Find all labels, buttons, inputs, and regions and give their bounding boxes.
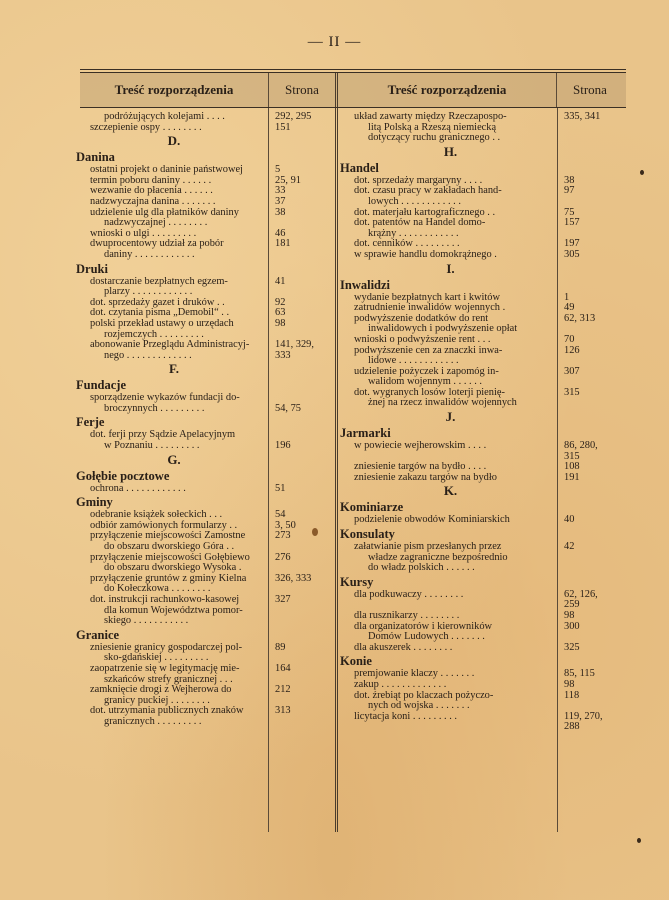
index-entry xyxy=(80,685,268,706)
index-entry xyxy=(344,335,557,346)
entry-line: zaopatrzenie się w legitymację mie- xyxy=(90,662,240,674)
index-entry xyxy=(344,691,557,712)
index-entry xyxy=(80,123,268,134)
entry-pages xyxy=(558,622,624,643)
spacer xyxy=(558,409,624,425)
entry-line: premjowanie klaczy . . . . . . . xyxy=(354,668,475,680)
page-ref: 92 xyxy=(275,296,286,308)
entry-pages xyxy=(269,277,335,298)
page-ref: 86, 280, xyxy=(564,440,598,452)
header-left-title: Treść rozporządzenia xyxy=(114,82,234,97)
index-entry xyxy=(80,484,268,495)
index-entry xyxy=(80,574,268,595)
entry-pages xyxy=(558,186,624,207)
spacer xyxy=(269,377,335,393)
index-entry xyxy=(80,643,268,664)
entry-line: nadzwyczajna danina . . . . . . . xyxy=(90,195,216,207)
index-entry xyxy=(80,197,268,208)
entry-pages xyxy=(558,473,624,484)
category-heading: Jarmarki xyxy=(340,426,391,441)
spacer xyxy=(558,526,624,542)
page-ref: 108 xyxy=(564,461,580,473)
category-heading: Handel xyxy=(340,160,379,175)
entry-line: zniesienie targów na bydło . . . . xyxy=(354,461,487,473)
index-entry xyxy=(80,706,268,727)
entry-pages xyxy=(269,531,335,552)
spacer xyxy=(558,144,624,160)
index-entry xyxy=(344,186,557,207)
entry-line: przyłączenie gruntów z gminy Kielna xyxy=(90,572,247,584)
entry-pages xyxy=(269,208,335,229)
page-ref: 97 xyxy=(564,185,575,197)
section-letter: J. xyxy=(445,409,456,425)
page-ref: 3, 50 xyxy=(275,519,296,531)
page-ref: 315 xyxy=(564,450,580,462)
page-ref xyxy=(275,606,335,617)
entry-line: dla podkuwaczy . . . . . . . . xyxy=(354,588,464,600)
spacer xyxy=(558,425,624,441)
category-heading: Konsulaty xyxy=(340,527,395,542)
entry-line: Domów Ludowych . . . . . . . xyxy=(368,631,485,643)
category-heading: Druki xyxy=(76,261,108,276)
section-letter: I. xyxy=(446,260,455,276)
page-ref: 118 xyxy=(564,689,580,701)
page-ref: 40 xyxy=(564,514,575,526)
category-heading: Gołębie pocztowe xyxy=(76,468,170,483)
page-ref: 41 xyxy=(275,275,286,287)
entry-line: dotyczący ruchu granicznego . . xyxy=(368,132,501,144)
index-entry xyxy=(80,239,268,260)
entry-pages xyxy=(558,218,624,239)
left_column-page-column xyxy=(268,108,335,832)
page-ref: 326, 333 xyxy=(275,572,312,584)
entry-pages xyxy=(269,430,335,451)
ink-spot xyxy=(637,838,641,843)
page-ref: 273 xyxy=(275,530,291,542)
entry-line: litą Polską a Rzeszą niemiecką xyxy=(368,121,497,133)
category-heading: Inwalidzi xyxy=(340,277,391,292)
entry-line: wnioski o podwyższenie rent . . . xyxy=(354,333,491,345)
page-ref: 181 xyxy=(275,238,291,250)
category-heading: Granice xyxy=(76,627,120,642)
entry-line: zniesienie zakazu targów na bydło xyxy=(354,471,497,483)
index-entry xyxy=(344,590,557,611)
entry-pages xyxy=(269,706,335,727)
page-ref: 313 xyxy=(275,705,291,717)
entry-pages xyxy=(558,250,624,261)
index-entry xyxy=(344,712,557,733)
section-letter: D. xyxy=(167,133,181,149)
index-entry xyxy=(344,441,557,462)
section-letter: K. xyxy=(443,483,458,499)
right_column-text-column xyxy=(335,108,557,832)
index-entry xyxy=(344,622,557,643)
entry-line: w Poznaniu . . . . . . . . . xyxy=(104,440,200,452)
index-entry xyxy=(344,680,557,691)
page-ref: 315 xyxy=(564,386,580,398)
page-ref: 46 xyxy=(275,227,286,239)
entry-line: skiego . . . . . . . . . . . xyxy=(104,615,189,627)
index-entry xyxy=(80,319,268,340)
spacer xyxy=(269,261,335,277)
index-entry xyxy=(80,277,268,298)
entry-line: załatwianie pism przesłanych przez xyxy=(354,541,502,553)
page-ref xyxy=(275,616,335,627)
entry-line: dla organizatorów i kierowników xyxy=(354,620,493,632)
entry-line: granicznych . . . . . . . . . xyxy=(104,715,202,727)
spacer xyxy=(558,574,624,590)
right-column xyxy=(335,108,624,832)
page-ref: 54 xyxy=(275,509,286,521)
spacer xyxy=(558,160,624,176)
entry-line: dot. ferji przy Sądzie Apelacyjnym xyxy=(90,429,236,441)
spacer xyxy=(269,452,335,468)
spacer xyxy=(269,133,335,149)
entry-line: podróżujących kolejami . . . . xyxy=(104,111,225,122)
entry-line: krążny . . . . . . . . . . . . xyxy=(368,227,459,239)
index-entry xyxy=(80,595,268,627)
page-ref: 98 xyxy=(564,610,575,621)
page-ref: 300 xyxy=(564,620,580,632)
index-entry xyxy=(80,112,268,123)
entry-pages xyxy=(269,393,335,414)
page-ref: 126 xyxy=(564,344,580,356)
entry-line: sporządzenie wykazów fundacji do- xyxy=(90,392,240,404)
entry-line: dot. czytania pisma „Demobil“ . . xyxy=(90,307,230,319)
page-ref: 63 xyxy=(275,307,286,319)
section-letter: F. xyxy=(169,361,179,377)
index-entry xyxy=(344,643,557,654)
category-heading: Fundacje xyxy=(76,378,126,393)
entry-pages xyxy=(269,123,335,134)
entry-line: daniny . . . . . . . . . . . . xyxy=(104,248,195,260)
page-number: — II — xyxy=(307,34,362,50)
category-heading: Konie xyxy=(340,654,372,669)
index-entry xyxy=(80,531,268,552)
spacer xyxy=(269,149,335,165)
index-entry xyxy=(344,346,557,367)
entry-line: przyłączenie miejscowości Gołębiewo xyxy=(90,551,250,563)
section-letter: H. xyxy=(443,143,458,159)
entry-line: polski przekład ustawy o urzędach xyxy=(90,317,234,329)
page-ref xyxy=(564,398,624,409)
entry-pages xyxy=(558,691,624,712)
page-ref: 62, 313 xyxy=(564,312,596,324)
table-body xyxy=(76,108,626,832)
entry-line: dostarczanie bezpłatnych egzem- xyxy=(90,275,228,287)
entry-line: podwyższenie cen za znaczki inwa- xyxy=(354,344,503,356)
entry-line: podzielenie obwodów Kominiarskich xyxy=(354,514,510,526)
entry-pages xyxy=(558,712,624,733)
entry-line: zakup . . . . . . . . . . . . . xyxy=(354,678,447,690)
entry-line: licytacja koni . . . . . . . . . xyxy=(354,710,458,722)
entry-line: abonowanie Przeglądu Administracyj- xyxy=(90,339,250,351)
entry-line: inwalidowych i podwyższenie opłat xyxy=(368,323,518,335)
spacer xyxy=(558,653,624,669)
entry-pages xyxy=(269,319,335,340)
category-heading: Kursy xyxy=(340,574,374,589)
entry-pages xyxy=(558,335,624,346)
page-ref: 38 xyxy=(564,174,575,186)
entry-line: dot. instrukcji rachunkowo-kasowej xyxy=(90,594,240,605)
page-ref: 259 xyxy=(564,599,580,611)
entry-line: zniesienie granicy gospodarczej pol- xyxy=(90,641,243,653)
entry-pages xyxy=(558,441,624,462)
page-ref: 33 xyxy=(275,185,286,197)
entry-line: nadzwyczajnej . . . . . . . . xyxy=(104,217,208,229)
page-ref: 276 xyxy=(275,551,291,563)
index-entry xyxy=(344,250,557,261)
entry-line: władze zagraniczne bezpośrednio xyxy=(368,551,508,563)
spacer xyxy=(269,494,335,510)
page-ref: 333 xyxy=(275,349,291,361)
entry-pages xyxy=(558,314,624,335)
entry-line: dla komun Województwa pomor- xyxy=(104,604,243,616)
page-ref xyxy=(564,197,624,208)
index-entry xyxy=(80,430,268,451)
entry-pages xyxy=(269,664,335,685)
page-ref xyxy=(275,717,335,728)
entry-pages xyxy=(269,685,335,706)
ink-spot xyxy=(312,528,318,536)
right_column-page-column xyxy=(557,108,624,832)
entry-pages xyxy=(558,515,624,526)
spacer xyxy=(558,483,624,499)
entry-line: szczepienie ospy . . . . . . . . xyxy=(90,121,202,133)
entry-line: dla akuszerek . . . . . . . . xyxy=(354,641,453,653)
page-ref: 305 xyxy=(564,248,580,260)
entry-pages xyxy=(269,484,335,495)
page-ref: 197 xyxy=(564,238,580,250)
page-ref: 164 xyxy=(275,662,291,674)
page-ref: 292, 295 xyxy=(275,111,312,122)
entry-line: odbiór zamówionych formularzy . . xyxy=(90,519,238,531)
page-ref: 327 xyxy=(275,594,291,605)
entry-line: sko-gdańskiej . . . . . . . . . xyxy=(104,652,209,664)
page-ref: 157 xyxy=(564,217,580,229)
page-ref xyxy=(564,553,624,564)
index-entry xyxy=(344,611,557,622)
index-entry xyxy=(80,664,268,685)
page-ref: 98 xyxy=(564,678,575,690)
entry-pages xyxy=(558,367,624,388)
entry-line: wydanie bezpłatnych kart i kwitów xyxy=(354,291,501,303)
index-table xyxy=(76,69,626,832)
entry-pages xyxy=(558,643,624,654)
index-entry xyxy=(80,393,268,414)
spacer xyxy=(558,261,624,277)
page-ref: 62, 126, xyxy=(564,588,598,600)
page-ref: 98 xyxy=(275,317,286,329)
index-entry xyxy=(344,388,557,409)
entry-line: broczynnych . . . . . . . . . xyxy=(104,402,205,414)
page-ref: 325 xyxy=(564,641,580,653)
entry-line xyxy=(354,722,557,733)
page-ref: 5 xyxy=(275,164,281,176)
entry-line: walidom wojennym . . . . . . xyxy=(368,376,482,388)
entry-pages xyxy=(269,595,335,627)
page-ref: 191 xyxy=(564,471,580,483)
entry-line: do obszaru dworskiego Góra . . xyxy=(104,541,235,553)
page-ref: 89 xyxy=(275,641,286,653)
spacer xyxy=(269,414,335,430)
page-ref: 119, 270, xyxy=(564,710,603,722)
entry-pages xyxy=(269,239,335,260)
entry-pages xyxy=(269,197,335,208)
page-ref: 51 xyxy=(275,482,286,494)
entry-line: dot. utrzymania publicznych znaków xyxy=(90,705,244,717)
page-ref xyxy=(564,563,624,574)
section-letter: G. xyxy=(167,451,181,467)
entry-line: lidowe . . . . . . . . . . . . xyxy=(368,355,459,367)
page-ref xyxy=(564,123,624,134)
entry-line: wezwanie do płacenia . . . . . . xyxy=(90,185,213,197)
page-ref: 141, 329, xyxy=(275,339,314,351)
page-ref xyxy=(275,250,335,261)
entry-line: układ zawarty między Rzeczapospo- xyxy=(354,111,507,122)
entry-pages xyxy=(269,553,335,574)
page-ref: 288 xyxy=(564,721,580,733)
page-ref: 151 xyxy=(275,121,291,133)
header-right-page: Strona xyxy=(556,73,623,107)
entry-pages xyxy=(269,574,335,595)
page-ref: 25, 91 xyxy=(275,174,301,186)
entry-line: dot. sprzedaży margaryny . . . . xyxy=(354,174,483,186)
category-heading: Gminy xyxy=(76,495,113,510)
entry-pages xyxy=(558,680,624,691)
index-entry xyxy=(80,340,268,361)
index-entry xyxy=(344,314,557,335)
table-header xyxy=(80,73,626,108)
entry-line: dot. materjału kartograficznego . . xyxy=(354,206,496,218)
entry-line: dwuprocentowy udział za pobór xyxy=(90,238,224,250)
entry-line: dla rusznikarzy . . . . . . . . xyxy=(354,610,460,621)
entry-line: przyłączenie miejscowości Zamostne xyxy=(90,530,246,542)
entry-line: dot. sprzedaży gazet i druków . . xyxy=(90,296,225,308)
entry-line: nych od wojska . . . . . . . xyxy=(368,700,470,712)
page-ref: 42 xyxy=(564,541,575,553)
entry-line: w sprawie handlu domokrążnego . xyxy=(354,248,497,260)
page-ref: 37 xyxy=(275,195,286,207)
entry-pages xyxy=(558,112,624,144)
index-entry xyxy=(80,553,268,574)
ink-spot xyxy=(640,170,644,175)
entry-line: zamknięcie drogi z Wejherowa do xyxy=(90,684,232,696)
entry-line: odebranie książek sołeckich . . . xyxy=(90,509,223,521)
page-ref: 212 xyxy=(275,684,291,696)
entry-line: wnioski o ulgi . . . . . . . . . xyxy=(90,227,197,239)
page-ref: 75 xyxy=(564,206,575,218)
spacer xyxy=(558,277,624,293)
entry-line: ostatni projekt o daninie państwowej xyxy=(90,164,243,176)
entry-line: rozjemczych . . . . . . . . . xyxy=(104,328,204,340)
spacer xyxy=(269,627,335,643)
entry-line: dot. wygranych losów loterji pienię- xyxy=(354,386,505,398)
page-ref xyxy=(564,133,624,144)
entry-line: do Kołeczkowa . . . . . . . . xyxy=(104,583,211,595)
category-heading: Danina xyxy=(76,150,115,165)
page-ref: 54, 75 xyxy=(275,402,301,414)
index-entry xyxy=(344,515,557,526)
spacer xyxy=(269,361,335,377)
entry-pages xyxy=(558,542,624,574)
entry-line: szkańców strefy granicznej . . . xyxy=(104,673,233,685)
entry-line: dot. cenników . . . . . . . . . xyxy=(354,238,460,250)
entry-line: ochrona . . . . . . . . . . . . xyxy=(90,482,186,494)
index-entry xyxy=(344,112,557,144)
entry-line: dot. czasu pracy w zakładach hand- xyxy=(354,185,502,197)
spacer xyxy=(269,468,335,484)
entry-line: dot. patentów na Handel domo- xyxy=(354,217,486,229)
entry-line: udzielenie ulg dla płatników daniny xyxy=(90,206,239,218)
entry-pages xyxy=(269,340,335,361)
entry-pages xyxy=(558,346,624,367)
entry-pages xyxy=(558,388,624,409)
left_column-text-column xyxy=(76,108,268,832)
page-ref: 70 xyxy=(564,333,575,345)
index-entry xyxy=(80,208,268,229)
entry-pages xyxy=(558,590,624,611)
index-entry xyxy=(344,218,557,239)
left-column xyxy=(76,108,335,832)
entry-line: do obszaru dworskiego Wysoka . xyxy=(104,562,242,574)
page-ref: 49 xyxy=(564,302,575,314)
entry-pages xyxy=(269,643,335,664)
index-entry xyxy=(344,473,557,484)
entry-line: w powiecie wejherowskim . . . . xyxy=(354,440,487,452)
page-ref: 38 xyxy=(275,206,286,218)
entry-pages xyxy=(558,611,624,622)
page-ref: 307 xyxy=(564,365,580,377)
header-right-title: Treść rozporządzenia xyxy=(335,73,556,107)
page-ref: 1 xyxy=(564,291,570,303)
entry-line: podwyższenie dodatków do rent xyxy=(354,312,489,324)
category-heading: Ferje xyxy=(76,415,105,430)
entry-line: granicy puckiej . . . . . . . . xyxy=(104,694,210,706)
index-entry xyxy=(344,367,557,388)
entry-line: termin poboru daniny . . . . . . xyxy=(90,174,212,186)
page-ref: 85, 115 xyxy=(564,668,595,680)
header-left-page: Strona xyxy=(268,73,335,107)
entry-line: plarzy . . . . . . . . . . . . xyxy=(104,286,193,298)
entry-line: nego . . . . . . . . . . . . . xyxy=(104,349,192,361)
category-heading: Kominiarze xyxy=(340,500,404,515)
entry-line: żnej na rzecz inwalidów wojennych xyxy=(368,397,517,409)
index-entry xyxy=(344,542,557,574)
entry-line: dot. źrebiąt po klaczach pożyczo- xyxy=(354,689,494,701)
page-ref: 335, 341 xyxy=(564,111,601,122)
entry-line: lowych . . . . . . . . . . . . xyxy=(368,195,461,207)
entry-line: udzielenie pożyczek i zapomóg in- xyxy=(354,365,499,377)
entry-pages xyxy=(269,112,335,123)
page-ref: 196 xyxy=(275,440,291,452)
entry-line: zatrudnienie inwalidów wojennych . xyxy=(354,302,506,314)
entry-line: do władz polskich . . . . . . xyxy=(368,562,475,574)
spacer xyxy=(558,499,624,515)
